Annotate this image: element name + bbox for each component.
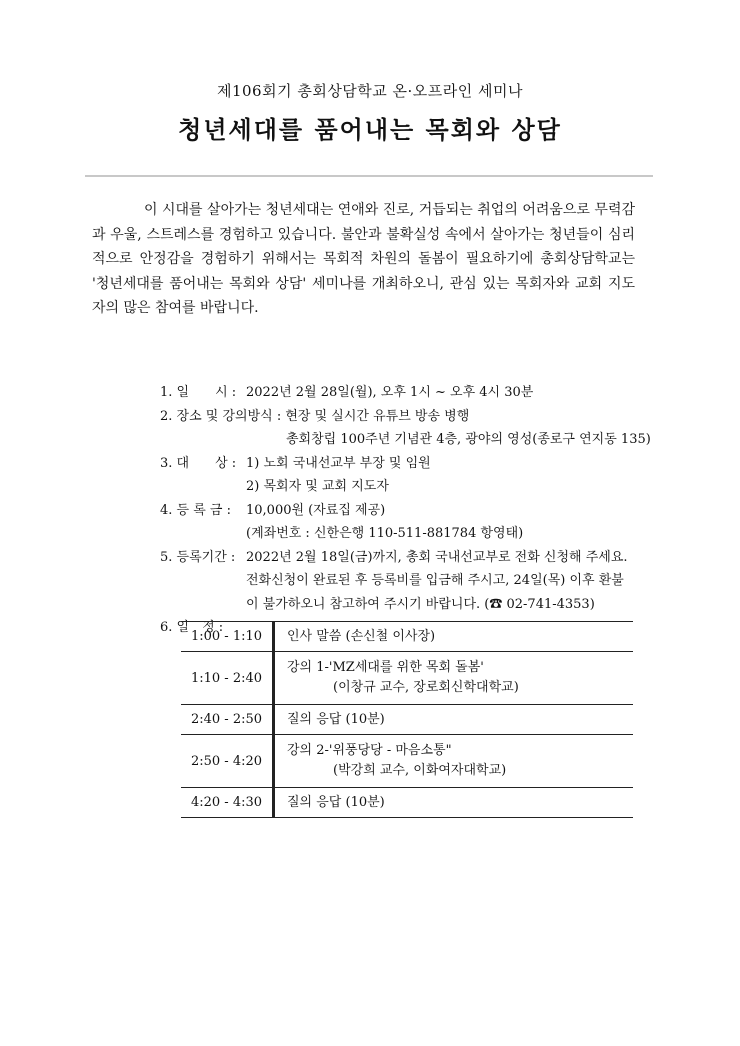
target-line-2: 2) 목회자 및 교회 지도자: [246, 479, 389, 494]
target-line-1: 1) 노회 국내선교부 부장 및 임원: [246, 455, 431, 471]
schedule-row: [181, 788, 633, 818]
period-line-2: 전화신청이 완료된 후 등록비를 입금해 주시고, 24일(목) 이후 환불: [246, 573, 624, 588]
schedule-label: 6. 일 정 :: [160, 620, 224, 635]
seminar-subtitle: 제106회기 총회상담학교 온·오프라인 세미나: [216, 82, 524, 100]
schedule-desc: [274, 622, 634, 652]
period-line-3: 이 불가하오니 참고하여 주시기 바랍니다. (☎ 02-741-4353): [246, 596, 595, 612]
schedule-desc: [274, 735, 634, 788]
info-target: [160, 452, 640, 476]
intro-section: [92, 198, 635, 321]
target-label: 3. 대 상 :: [160, 455, 237, 471]
title-divider: [85, 175, 653, 177]
place-detail: 총회창립 100주년 기념관 4층, 광야의 영성(종로구 연지동 135): [286, 432, 651, 447]
intro-paragraph: 이 시대를 살아가는 청년세대는 연애와 진로, 거듭되는 취업의 어려움으로 무력감과 우울, 스트레스를 경험하고 있습니다. 불안과 불확실성 속에서 살아가는 청년들이 심리적으로 안정감을 경험하기 위해서는 목회적 차원의 돌봄이 필요하기에 총회상담학교는 '청년세대를 품어내는 목회와 상담' 세미나를 개최하오니, 관심 있는 목회자와 교회 지도자의 많은 참여를 바랍니다.: [92, 202, 635, 316]
schedule-speaker: (박강희 교수, 이화여자대학교): [333, 763, 507, 778]
schedule-row: [181, 652, 633, 705]
schedule-title: 강의 1-'MZ세대를 위한 목회 돌봄': [287, 660, 484, 675]
schedule-desc: [274, 788, 634, 818]
schedule-desc: [274, 705, 634, 735]
fee-label: 4. 등 록 금 :: [160, 502, 231, 518]
schedule-row: [181, 705, 633, 735]
info-place: [160, 405, 640, 429]
place-label: 2. 장소 및 강의방식 :: [160, 408, 282, 424]
schedule-speaker: (이창규 교수, 장로회신학대학교): [333, 680, 519, 695]
schedule-time: 4:20 - 4:30: [181, 788, 274, 818]
date-value: 2022년 2월 28일(월), 오후 1시 ~ 오후 4시 30분: [246, 385, 534, 400]
schedule-time: 1:10 - 2:40: [181, 652, 274, 705]
schedule-row: [181, 622, 633, 652]
schedule-title: 강의 2-'위풍당당 - 마음소통": [287, 743, 452, 758]
place-value: 현장 및 실시간 유튜브 방송 병행: [285, 408, 470, 424]
schedule-title: 인사 말씀 (손신철 이사장): [287, 628, 436, 644]
date-label: 1. 일 시 :: [160, 385, 237, 400]
schedule-time: 2:40 - 2:50: [181, 705, 274, 735]
info-date: [160, 381, 640, 405]
schedule-time: 1:00 - 1:10: [181, 622, 274, 652]
fee-value: 10,000원 (자료집 제공): [246, 502, 386, 518]
info-fee: [160, 499, 640, 523]
schedule-row: [181, 735, 633, 788]
schedule-title: 질의 응답 (10분): [287, 711, 385, 727]
period-line-1: 2022년 2월 18일(금)까지, 총회 국내선교부로 전화 신청해 주세요.: [246, 549, 628, 565]
seminar-title: 청년세대를 품어내는 목회와 상담: [178, 115, 562, 144]
fee-account: (계좌번호 : 신한은행 110-511-881784 항영태): [246, 526, 524, 541]
schedule-desc: [274, 652, 634, 705]
period-label: 5. 등록기간 :: [160, 549, 236, 565]
info-period: [160, 546, 640, 570]
schedule-table: [181, 621, 633, 818]
schedule-title: 질의 응답 (10분): [287, 794, 385, 810]
info-list: [160, 381, 651, 640]
schedule-time: 2:50 - 4:20: [181, 735, 274, 788]
